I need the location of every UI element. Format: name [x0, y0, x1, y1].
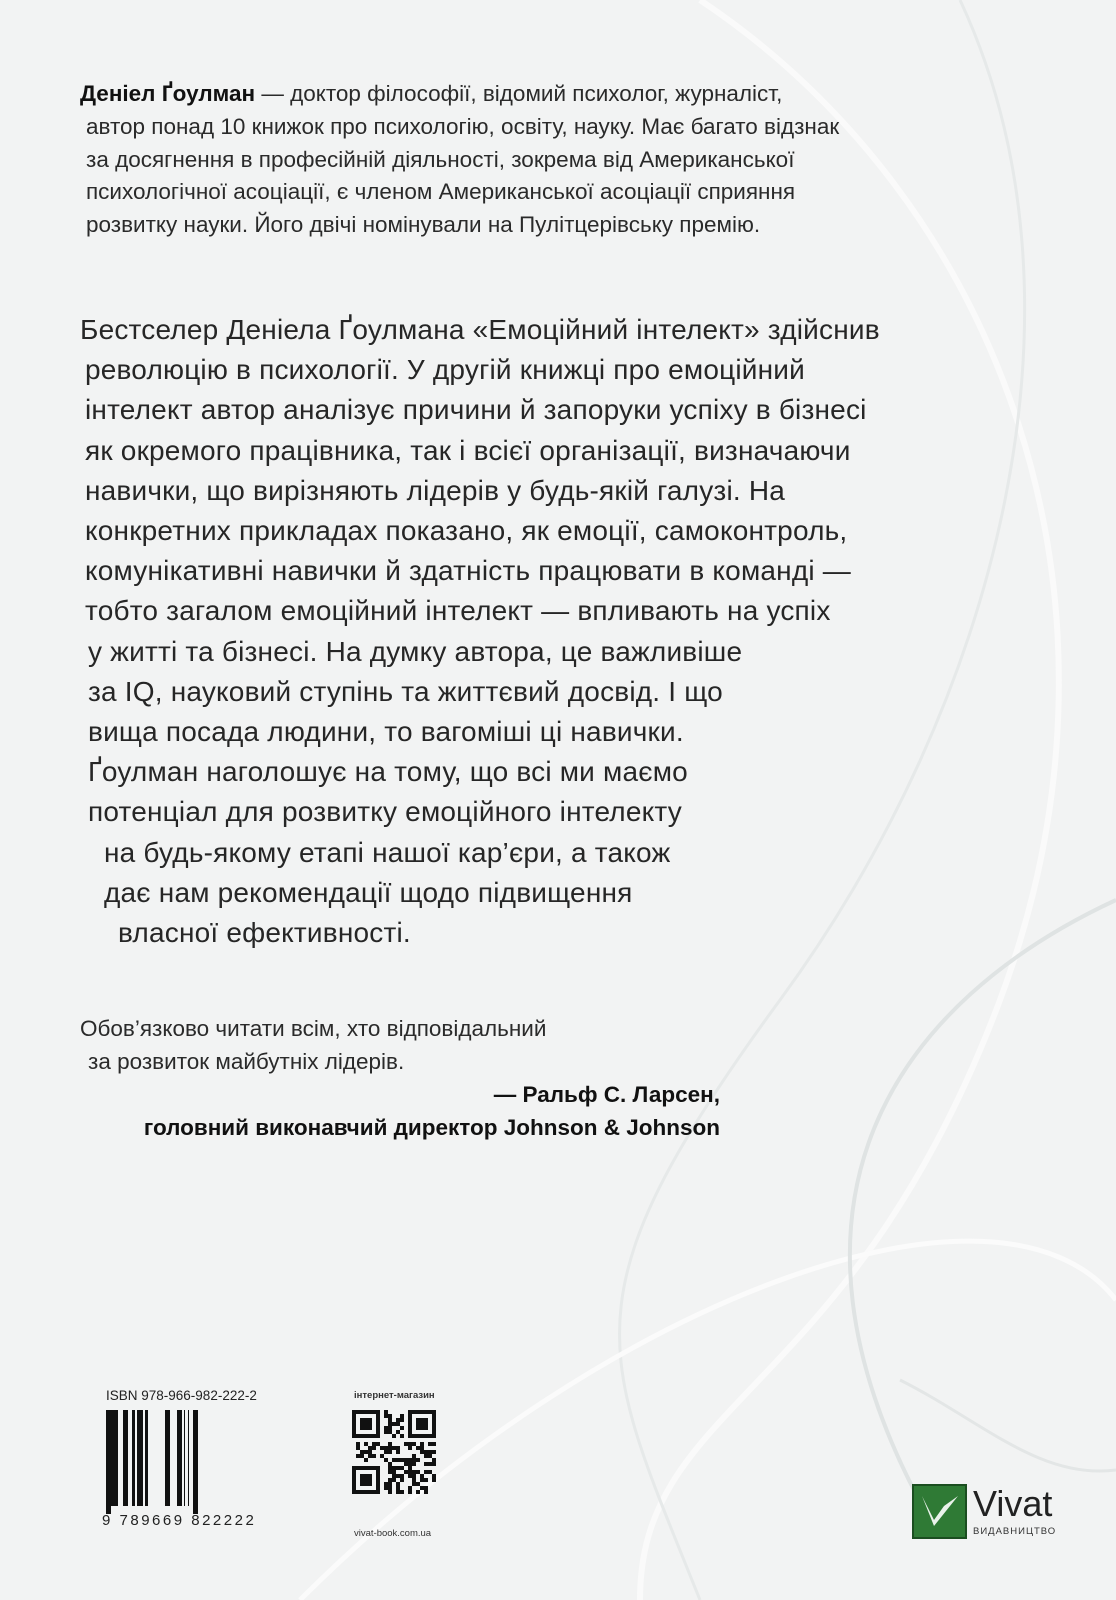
shop-label: інтернет-магазин	[354, 1390, 435, 1401]
attribution-name: — Ральф С. Ларсен,	[493, 1082, 720, 1107]
feather-logo-icon	[912, 1484, 967, 1539]
description-line: Ґоулман наголошує на тому, що всі ми маємо	[88, 756, 688, 788]
description-line: у житті та бізнесі. На думку автора, це важливіше	[88, 635, 743, 667]
bio-line: автор понад 10 книжок про психологію, освіту, науку. Має багато відзнак	[86, 113, 840, 139]
review-quote	[80, 1012, 546, 1078]
publisher-name: Vivat	[973, 1483, 1053, 1524]
description-line: комунікативні навички й здатність працювати в команді —	[85, 555, 851, 587]
publisher-subtitle: ВИДАВНИЦТВО	[973, 1526, 1057, 1537]
description-line: потенціал для розвитку емоційного інтелекту	[88, 796, 682, 828]
description-line: революцію в психології. У другій книжці про емоційний	[85, 354, 805, 386]
quote-line: за розвиток майбутніх лідерів.	[88, 1049, 405, 1074]
barcode-number: 9 789669 822222	[102, 1512, 257, 1529]
bio-line: за досягнення в професійній діяльності, зокрема від Американської	[86, 146, 795, 172]
description-line: інтелект автор аналізує причини й запоруки успіху в бізнесі	[85, 394, 867, 426]
author-name: Деніел Ґоулман	[80, 81, 256, 106]
description-line: навички, що вирізняють лідерів у будь-якій галузі. На	[85, 474, 786, 506]
description-line: вища посада людини, то вагоміші ці навички.	[88, 716, 684, 748]
author-bio	[80, 78, 839, 242]
bio-line: — доктор філософії, відомий психолог, журналіст,	[261, 81, 783, 106]
description-line: Бестселер Деніела Ґоулмана «Емоційний інтелект» здійснив	[80, 314, 880, 345]
isbn: ISBN 978-966-982-222-2	[106, 1388, 257, 1403]
description-line: за IQ, науковий ступінь та життєвий досвід. І що	[88, 675, 723, 707]
quote-line: Обов’язково читати всім, хто відповідальний	[80, 1016, 547, 1041]
quote-attribution	[144, 1078, 720, 1144]
publisher-logo	[912, 1484, 1056, 1539]
description-line: як окремого працівника, так і всієї організації, визначаючи	[85, 434, 851, 466]
description-line: тобто загалом емоційний інтелект — впливають на успіх	[85, 595, 831, 627]
description-line: дає нам рекомендації щодо підвищення	[104, 876, 633, 908]
description-line: на будь-якому етапі нашої кар’єри, а також	[104, 836, 671, 868]
attribution-title: головний виконавчий директор Johnson & Johnson	[143, 1115, 720, 1140]
bio-line: психологічної асоціації, є членом Американської асоціації сприяння	[86, 179, 796, 205]
description-line: власної ефективності.	[118, 917, 411, 949]
qr-code[interactable]	[352, 1410, 436, 1494]
barcode	[106, 1410, 198, 1514]
description-line: конкретних прикладах показано, як емоції, самоконтроль,	[85, 515, 848, 547]
bio-line: розвитку науки. Його двічі номінували на Пулітцерівську премію.	[86, 212, 761, 238]
book-description	[80, 310, 880, 953]
shop-url[interactable]: vivat-book.com.ua	[354, 1528, 432, 1539]
